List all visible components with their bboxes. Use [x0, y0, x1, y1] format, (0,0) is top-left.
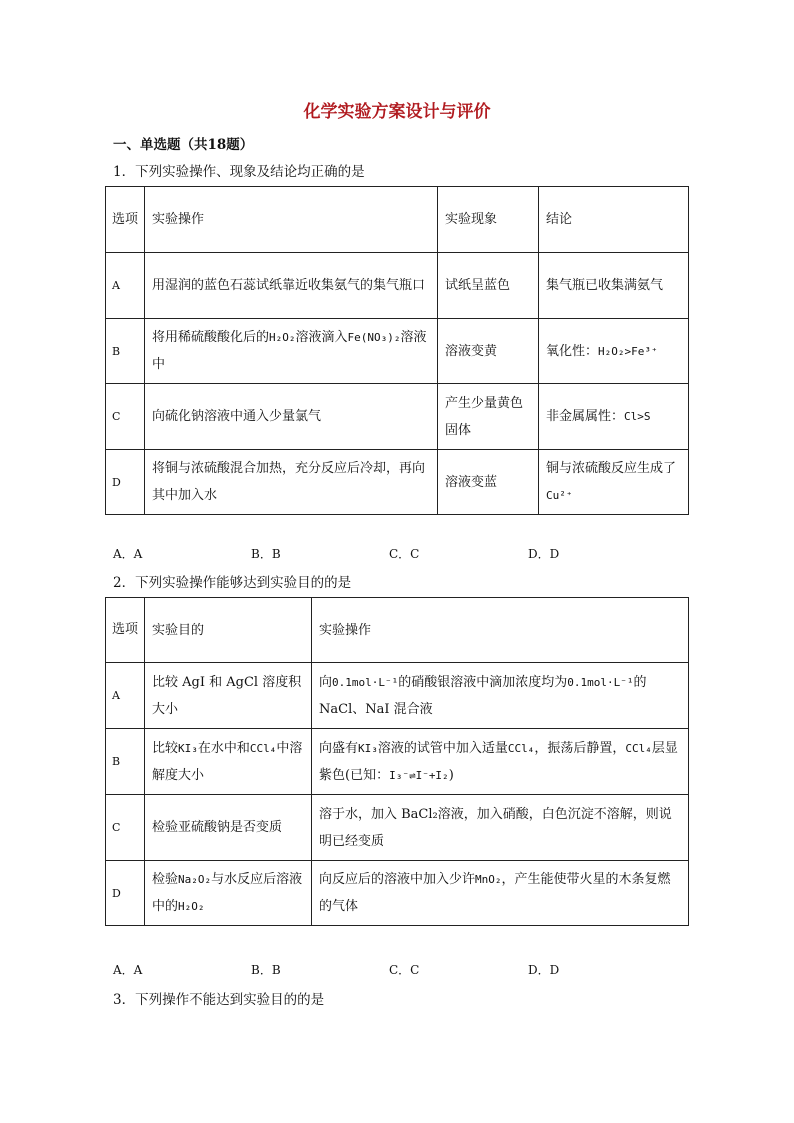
- choice-b[interactable]: B．B: [251, 547, 281, 561]
- table-row: [106, 319, 689, 384]
- goal-text: 比较: [152, 740, 179, 756]
- row-operation: 溶于水，加入 BaCl₂溶液，加入硝酸，白色沉淀不溶解，则说明已经变质: [312, 795, 689, 861]
- question-3-stem: 3．下列操作不能达到实验目的的是: [113, 992, 325, 1008]
- formula-h2o2: H₂O₂: [598, 344, 625, 358]
- formula-cu2: Cu²⁺: [546, 489, 573, 502]
- table-row: [106, 187, 689, 253]
- row-operation: [312, 729, 689, 795]
- formula-na2o2: Na₂O₂: [178, 873, 212, 886]
- choice-a[interactable]: A．A: [113, 963, 143, 977]
- formula-fe3: >Fe³⁺: [624, 344, 658, 358]
- formula-equilibrium: I₃⁻⇌I⁻+I₂: [389, 768, 449, 782]
- section-heading: 一、单选题（共18题）: [113, 137, 254, 153]
- operation-text: 的硝酸银溶液中滴加浓度均为: [398, 674, 568, 690]
- operation-text: 将用稀硫酸酸化后的: [152, 330, 270, 345]
- conclusion-text: 氧化性：: [546, 343, 599, 359]
- question-1-table: [105, 186, 689, 515]
- formula-ccl4: CCl₄: [249, 741, 277, 755]
- row-goal: 比较 AgI 和 AgCl 溶度积大小: [145, 663, 312, 729]
- operation-text: 向盛有: [319, 740, 359, 756]
- goal-text: 中溶解度大小: [152, 740, 303, 783]
- header-goal: 实验目的: [145, 598, 312, 663]
- row-conclusion: [539, 319, 689, 384]
- header-option: [106, 187, 145, 253]
- choice-d[interactable]: D．D: [528, 963, 560, 977]
- formula-ki3: KI₃: [178, 741, 198, 755]
- operation-text: 向: [319, 674, 333, 690]
- row-phenomenon: 产生少量黄色固体: [438, 384, 539, 450]
- operation-text: ，产生能使带火星的木条复燃的气体: [319, 872, 671, 914]
- question-2-table: [105, 597, 689, 926]
- row-option: A: [106, 663, 145, 729]
- operation-text: 溶液滴入: [295, 330, 348, 345]
- table-row: [106, 253, 689, 319]
- row-option: B: [106, 729, 145, 795]
- formula-ccl4: CCl₄: [507, 741, 535, 755]
- row-operation: 向硫化钠溶液中通入少量氯气: [145, 384, 438, 450]
- row-option: D: [106, 861, 145, 926]
- operation-text: 溶液的试管中加入适量: [377, 740, 508, 756]
- row-option: B: [106, 319, 145, 384]
- row-option: A: [106, 253, 145, 319]
- header-option-label: 选项: [112, 211, 139, 227]
- formula-concentration: 0.1mol·L⁻¹: [567, 675, 634, 689]
- table-row: [106, 598, 689, 663]
- header-conclusion: 结论: [539, 187, 689, 253]
- operation-text: ，振荡后静置，: [534, 740, 626, 756]
- formula-cl-s: Cl>S: [624, 410, 651, 423]
- header-option: 选项: [106, 598, 145, 663]
- table-row: [106, 861, 689, 926]
- row-goal: [145, 861, 312, 926]
- choice-b[interactable]: B．B: [251, 963, 281, 977]
- row-operation: [312, 861, 689, 926]
- header-operation: 实验操作: [145, 187, 438, 253]
- row-phenomenon: 溶液变蓝: [438, 450, 539, 515]
- formula-ki3: KI₃: [358, 741, 378, 755]
- table-row: [106, 450, 689, 515]
- goal-text: 与水反应后溶液中的: [152, 872, 303, 914]
- header-phenomenon: 实验现象: [438, 187, 539, 253]
- row-option: C: [106, 384, 145, 450]
- row-operation: [312, 663, 689, 729]
- choice-a[interactable]: A．A: [113, 547, 143, 561]
- formula-ccl4: CCl₄: [625, 741, 652, 755]
- choice-d[interactable]: D．D: [528, 547, 560, 561]
- header-operation: 实验操作: [312, 598, 689, 663]
- row-operation: [145, 319, 438, 384]
- page-title: 化学实验方案设计与评价: [303, 102, 491, 122]
- formula-concentration: 0.1mol·L⁻¹: [332, 675, 399, 689]
- row-operation: 用湿润的蓝色石蕊试纸靠近收集氨气的集气瓶口: [145, 253, 438, 319]
- operation-text: 向反应后的溶液中加入少许: [319, 872, 476, 887]
- formula-fe-no3-2: Fe(NO₃)₂: [347, 331, 401, 344]
- row-operation: 将铜与浓硫酸混合加热，充分反应后冷却，再向其中加入水: [145, 450, 438, 515]
- conclusion-text: 铜与浓硫酸反应生成了: [546, 461, 677, 476]
- operation-text: 层显紫色(已知：: [319, 740, 678, 783]
- question-2-stem: 2．下列实验操作能够达到实验目的的是: [113, 575, 352, 591]
- table-row: [106, 384, 689, 450]
- formula-mno2: MnO₂: [475, 873, 502, 886]
- operation-text: 溶液中: [152, 330, 427, 372]
- row-option: C: [106, 795, 145, 861]
- row-option: D: [106, 450, 145, 515]
- question-1-stem: 1．下列实验操作、现象及结论均正确的是: [113, 164, 365, 180]
- formula-h2o2: H₂O₂: [178, 900, 205, 913]
- operation-text: 的 NaCl、NaI 混合液: [319, 674, 647, 717]
- goal-text: 在水中和: [197, 740, 250, 756]
- choice-c[interactable]: C．C: [389, 547, 420, 561]
- row-goal: [145, 729, 312, 795]
- row-conclusion: 集气瓶已收集满氨气: [539, 253, 689, 319]
- formula-h2o2: H₂O₂: [269, 331, 296, 344]
- table-row: [106, 729, 689, 795]
- choice-c[interactable]: C．C: [389, 963, 420, 977]
- goal-text: 检验: [152, 872, 179, 887]
- table-row: [106, 795, 689, 861]
- row-phenomenon: 溶液变黄: [438, 319, 539, 384]
- conclusion-text: 非金属属性：: [546, 409, 625, 424]
- operation-text: ): [448, 767, 454, 783]
- table-row: [106, 663, 689, 729]
- row-conclusion: [539, 384, 689, 450]
- row-phenomenon: 试纸呈蓝色: [438, 253, 539, 319]
- row-conclusion: [539, 450, 689, 515]
- row-goal: 检验亚硫酸钠是否变质: [145, 795, 312, 861]
